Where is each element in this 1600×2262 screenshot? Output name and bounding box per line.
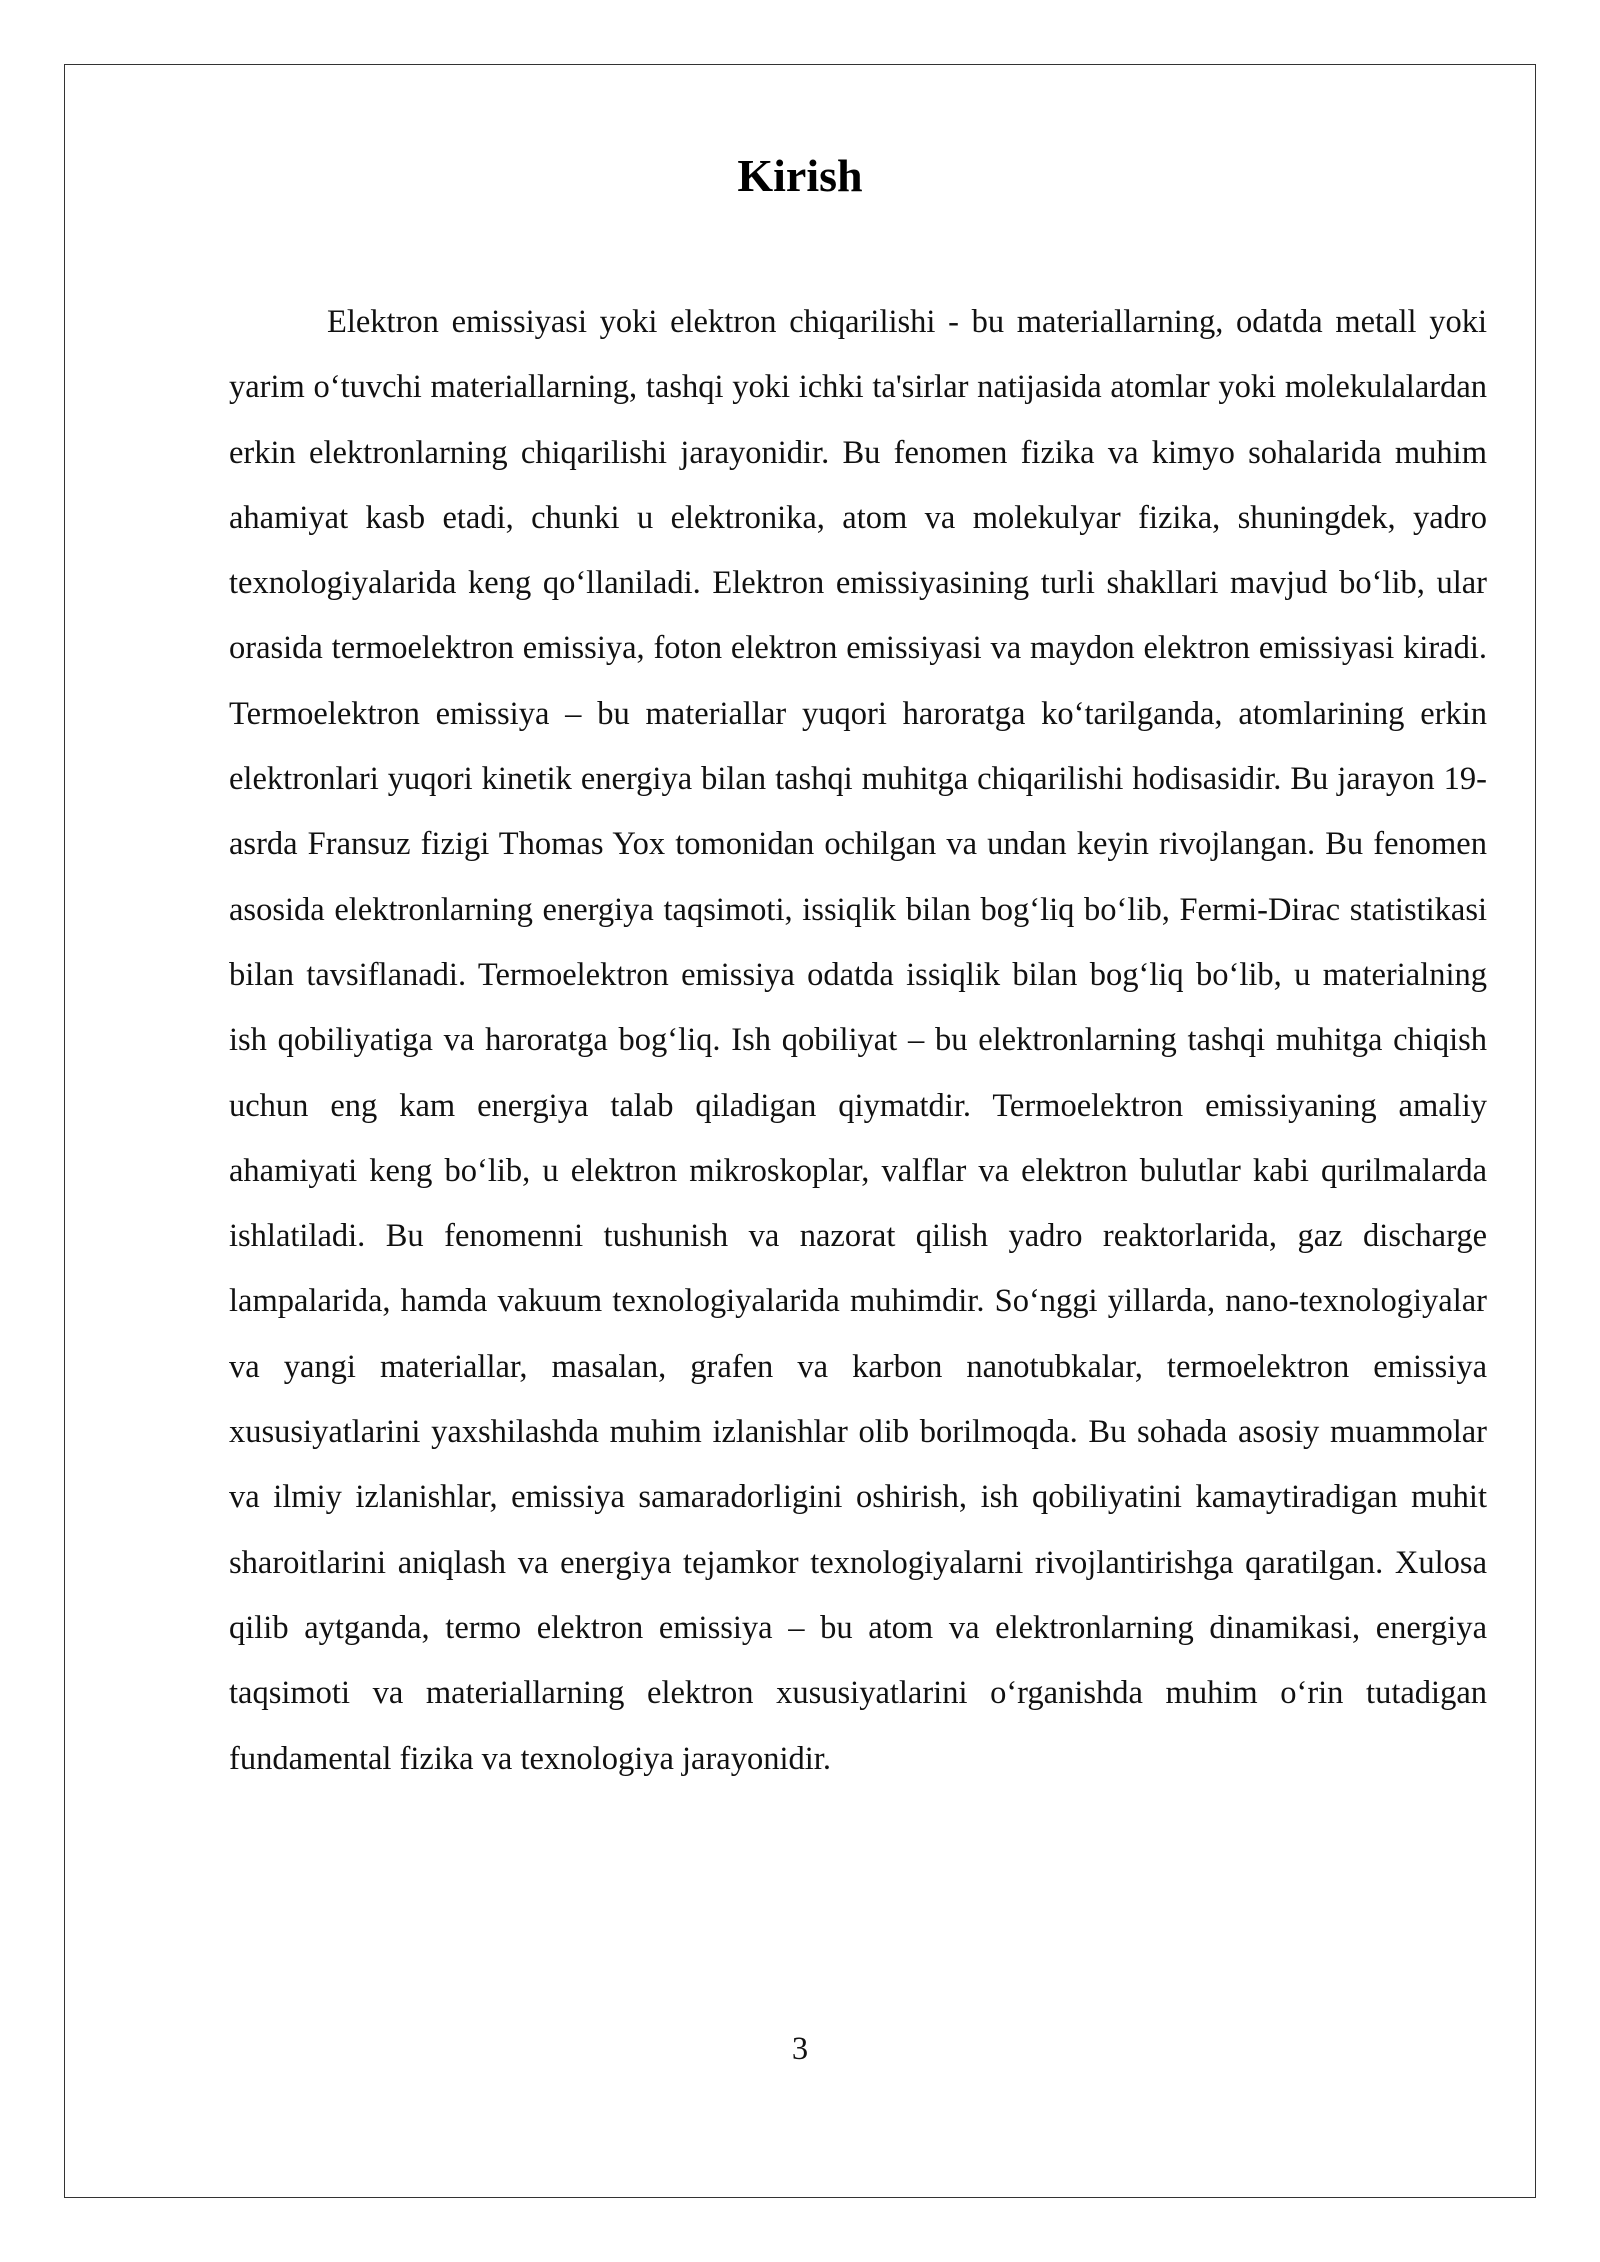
page-number: 3: [791, 2031, 809, 2067]
page-title: Kirish: [737, 150, 863, 201]
body-paragraph: Elektron emissiyasi yoki elektron chiqarilishi - bu materiallarning, odatda metall yoki yarim o‘tuvchi materiallarning, tashqi yoki ichki ta'sirlar natijasida atomlar yoki molekulalardan erkin elektronlarning chiqarilishi jarayonidir. Bu fenomen fizika va kimyo sohalarida muhim ahamiyat kasb etadi, chunki u elektronika, atom va molekulyar fizika, shuningdek, yadro texnologiyalarida keng qo‘llaniladi. Elektron emissiyasining turli shakllari mavjud bo‘lib, ular orasida termoelektron emissiya, foton elektron emissiyasi va maydon elektron emissiyasi kiradi. Termoelektron emissiya – bu materiallar yuqori haroratga ko‘tarilganda, atomlarining erkin elektronlari yuqori kinetik energiya bilan tashqi muhitga chiqarilishi hodisasidir. Bu jarayon 19-asrda Fransuz fizigi Thomas Yox tomonidan ochilgan va undan keyin rivojlangan. Bu fenomen asosida elektronlarning energiya taqsimoti, issiqlik bilan bog‘liq bo‘lib, Fermi-Dirac statistikasi bilan tavsiflanadi. Termoelektron emissiya odatda issiqlik bilan bog‘liq bo‘lib, u materialning ish qobiliyatiga va haroratga bog‘liq. Ish qobiliyat – bu elektronlarning tashqi muhitga chiqish uchun eng kam energiya talab qiladigan qiymatdir. Termoelektron emissiyaning amaliy ahamiyati keng bo‘lib, u elektron mikroskoplar, valflar va elektron bulutlar kabi qurilmalarda ishlatiladi. Bu fenomenni tushunish va nazorat qilish yadro reaktorlarida, gaz discharge lampalarida, hamda vakuum texnologiyalarida muhimdir. So‘nggi yillarda, nano-texnologiyalar va yangi materiallar, masalan, grafen va karbon nanotubkalar, termoelektron emissiya xususiyatlarini yaxshilashda muhim izlanishlar olib borilmoqda. Bu sohada asosiy muammolar va ilmiy izlanishlar, emissiya samaradorligini oshirish, ish qobiliyatini kamaytiradigan muhit sharoitlarini aniqlash va energiya tejamkor texnologiyalarni rivojlantirishga qaratilgan. Xulosa qilib aytganda, termo elektron emissiya – bu atom va elektronlarning dinamikasi, energiya taqsimoti va materiallarning elektron xususiyatlarini o‘rganishda muhim o‘rin tutadigan fundamental fizika va texnologiya jarayonidir.: [229, 304, 1487, 1777]
